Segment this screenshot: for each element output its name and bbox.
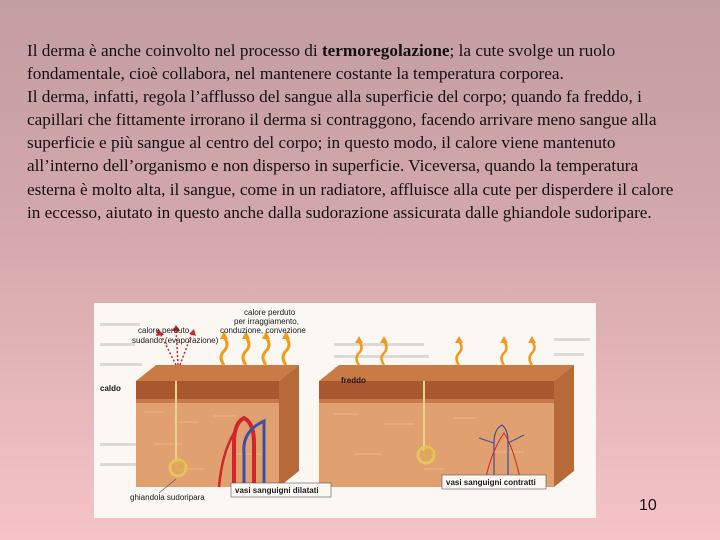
label-sweat-heat-1: calore perduto xyxy=(138,326,190,335)
paragraph-1-start: Il derma è anche coinvolto nel processo di xyxy=(27,41,322,60)
label-rad-heat-1: calore perduto xyxy=(244,308,296,317)
label-dilated: vasi sanguigni dilatati xyxy=(235,486,319,495)
page-number: 10 xyxy=(639,497,657,514)
slide-text xyxy=(27,39,687,224)
paragraph-2: Il derma, infatti, regola l’afflusso del sangue alla superficie del corpo; quando fa freddo, i capillari che fittamente irrorano il derma si contraggono, facendo arrivare meno sangue alla superficie e più sangue al centro del corpo; in questo modo, il calore viene mantenuto all’interno dell’organismo e non disperso in superficie. Viceversa, quando la temperatura esterna è molto alta, il sangue, come in un radiatore, affluisce alla cute per disperdere il calore in eccesso, aiutato in questo anche dalla sudorazione assicurata dalle ghiandole sudoripare. xyxy=(27,87,674,222)
skin-thermoregulation-figure xyxy=(94,303,596,518)
term-highlight: termoregolazione xyxy=(321,41,450,60)
label-hot: caldo xyxy=(100,384,121,393)
label-rad-heat-2: per irraggiamento, xyxy=(234,317,299,326)
label-sweat-heat-2: sudando (evaporazione) xyxy=(132,336,219,345)
label-contracted: vasi sanguigni contratti xyxy=(446,478,536,487)
hot-skin-block xyxy=(136,325,299,487)
label-cold: freddo xyxy=(341,376,366,385)
paragraph-1-end: ; la cute svolge un ruolo fondamentale, cioè collabora, nel mantenere costante la temperatura corporea. xyxy=(27,41,616,84)
cold-skin-block xyxy=(319,336,574,487)
label-rad-heat-3: conduzione, convezione xyxy=(220,326,306,335)
paragraph-1 xyxy=(27,39,687,85)
label-gland: ghiandola sudoripara xyxy=(130,493,205,502)
